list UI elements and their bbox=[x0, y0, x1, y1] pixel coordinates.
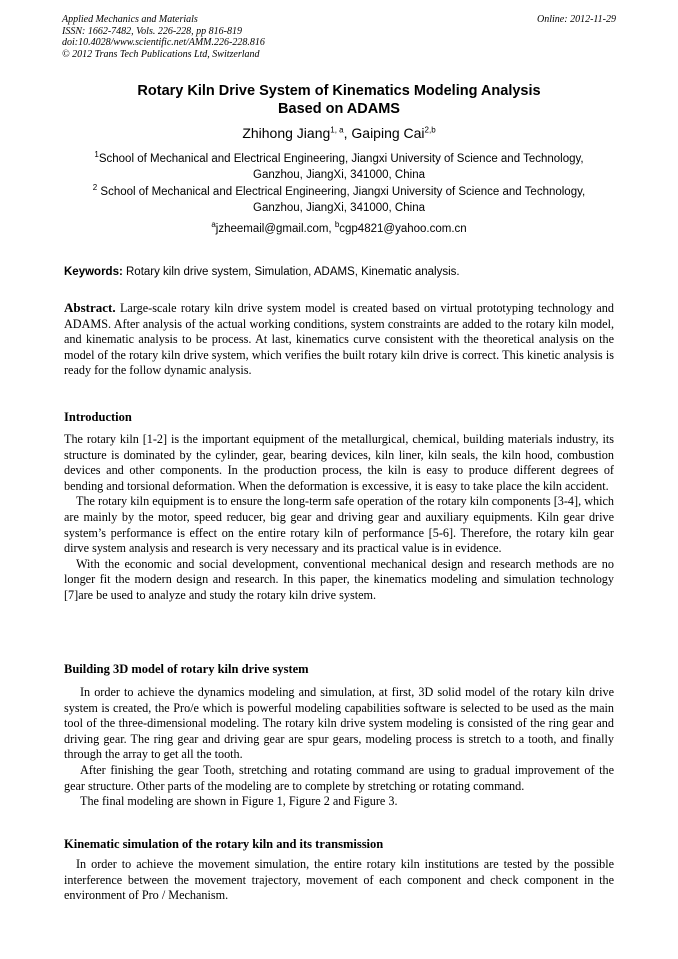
section-heading-introduction: Introduction bbox=[64, 410, 132, 424]
abstract bbox=[64, 300, 614, 379]
email-a[interactable]: jzheemail@gmail.com bbox=[215, 223, 329, 235]
paragraph: The rotary kiln [1-2] is the important equipment of the metallurgical, chemical, building materials industry, its structure is dominated by the cylinder, gear, bearing devices, kiln liner, kiln seals, the kiln hood, combustion devices and other components. In the production process, the kiln is easy to produce different degrees of bending and torsional deformation. When the deformation is excessive, it is easy to take place the kiln accident. bbox=[64, 432, 614, 493]
section-heading-kinematic-simulation: Kinematic simulation of the rotary kiln and its transmission bbox=[64, 837, 384, 851]
paragraph: The final modeling are shown in Figure 1, Figure 2 and Figure 3. bbox=[80, 794, 398, 809]
paragraph: With the economic and social development, conventional mechanical design and research methods are no longer fit the modern design and research. In this paper, the kinematics modeling and simulation technology [7]are be used to analyze and study the rotary kiln drive system. bbox=[64, 556, 614, 602]
issn-line: ISSN: 1662-7482, Vols. 226-228, pp 816-819 bbox=[62, 25, 242, 37]
title-line-2: Based on ADAMS bbox=[278, 101, 400, 117]
keywords-text: Rotary kiln drive system, Simulation, ADAMS, Kinematic analysis. bbox=[122, 266, 460, 278]
affiliation-1-sup: 1 bbox=[94, 150, 99, 160]
affiliation-1 bbox=[64, 151, 614, 183]
paper-title bbox=[64, 82, 614, 118]
author-2-name: Gaiping Cai bbox=[351, 125, 425, 141]
online-date: Online: 2012-11-29 bbox=[537, 14, 616, 25]
paragraph: In order to achieve the dynamics modeling and simulation, at first, 3D solid model of the rotary kiln drive system is created, the Pro/e which is powerful modeling capabilities software is selected to be used as the main tool of the three-dimensional modeling. The rotary kiln drive system modeling is consisted of the ring gear and driving gear. The ring gear and driving gear are spur gears, modeling process is stretch to a tooth, and finally through the array to get all the tooth. bbox=[64, 685, 614, 762]
section-kinematic-simulation bbox=[64, 857, 614, 904]
author-1-name: Zhihong Jiang bbox=[242, 125, 331, 141]
affiliation-2-line-1: School of Mechanical and Electrical Engineering, Jiangxi University of Science and Technology, bbox=[97, 186, 586, 198]
keywords bbox=[64, 264, 614, 280]
email-separator: , bbox=[328, 223, 335, 235]
journal-header bbox=[62, 14, 616, 60]
journal-name: Applied Mechanics and Materials bbox=[62, 14, 198, 25]
keywords-label: Keywords: bbox=[64, 266, 123, 278]
authors bbox=[64, 124, 614, 142]
title-line-1: Rotary Kiln Drive System of Kinematics Modeling Analysis bbox=[137, 83, 541, 99]
section-3d-model bbox=[64, 685, 614, 810]
abstract-text: Large-scale rotary kiln drive system model is created based on virtual prototyping technology and ADAMS. After analysis of the actual working conditions, system constraints are added to the rotary kiln model, and kinematic analysis to be process. At last, kinematics curve consistent with the theoretical analysis on the model of the rotary kiln drive system, which verifies the built rotary kiln drive is correct. This kinetic analysis is ready for the follow dynamic analysis. bbox=[64, 301, 614, 378]
affiliation-2-sup: 2 bbox=[92, 183, 98, 193]
paragraph: The rotary kiln equipment is to ensure the long-term safe operation of the rotary kiln components [3-4], which are mainly by the motor, speed reducer, big gear and driving gear and auxiliary equipments. Kiln gear drive system’s performance is effect on the entire rotary kiln of performance [5-6]. Therefore, the rotary kiln gear dirve system analysis and research is very necessary and its practical value is in evidence. bbox=[64, 494, 614, 556]
author-2-sup: 2,b bbox=[424, 125, 436, 135]
email-b-sup: b bbox=[334, 220, 340, 230]
affiliation-2 bbox=[64, 184, 614, 216]
email-a-sup: a bbox=[211, 220, 216, 230]
doi-line: doi:10.4028/www.scientific.net/AMM.226-228.816 bbox=[62, 37, 265, 48]
section-heading-3d-model: Building 3D model of rotary kiln drive system bbox=[64, 662, 309, 676]
affiliation-1-line-2: Ganzhou, JiangXi, 341000, China bbox=[253, 169, 425, 181]
author-1-sup: 1, a bbox=[330, 125, 344, 135]
paragraph: In order to achieve the movement simulation, the entire rotary kiln institutions are tested by the possible interference between the movement trajectory, movement of each component and check component in the environment of Pro / Mechanism. bbox=[64, 857, 614, 903]
author-emails bbox=[64, 221, 614, 237]
copyright-line: © 2012 Trans Tech Publications Ltd, Switzerland bbox=[62, 48, 260, 60]
section-introduction bbox=[64, 432, 614, 604]
affiliation-1-line-1: School of Mechanical and Electrical Engineering, Jiangxi University of Science and Technology, bbox=[98, 153, 584, 165]
email-b[interactable]: cgp4821@yahoo.com.cn bbox=[339, 223, 467, 235]
author-separator: , bbox=[343, 125, 352, 141]
affiliation-2-line-2: Ganzhou, JiangXi, 341000, China bbox=[253, 202, 425, 214]
abstract-label: Abstract. bbox=[64, 300, 116, 315]
paragraph: After finishing the gear Tooth, stretching and rotating command are using to gradual improvement of the gear structure. Other parts of the modeling are to complete by stretching or rotating command. bbox=[64, 762, 614, 793]
